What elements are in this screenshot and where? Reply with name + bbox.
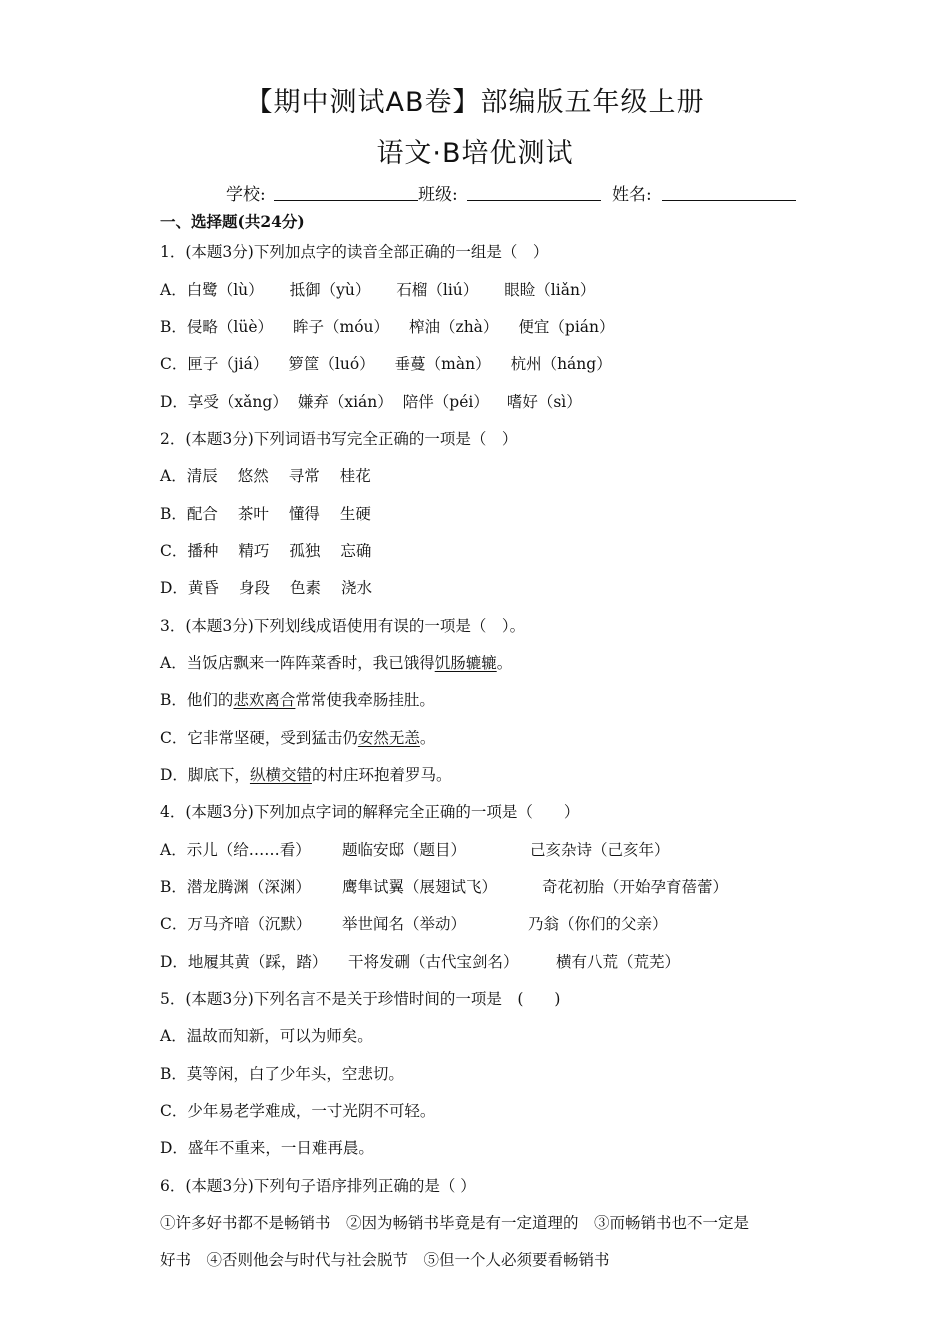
q2-option-c: [160, 540, 371, 562]
q2-d-3: 色素: [289, 579, 321, 597]
q1-b-3: 榨油（zhà）: [409, 318, 499, 336]
q3-stem: 3．(本题3分)下列划线成语使用有误的一项是（ ）。: [160, 617, 526, 635]
q2-option-a: [160, 465, 371, 487]
q1-a-4: 眼睑（liǎn）: [504, 281, 596, 299]
q2-b-3: 懂得: [288, 505, 320, 523]
q1-c-3: 垂蔓（màn）: [394, 355, 491, 373]
q4-option-a: [160, 839, 670, 861]
q3-option-d: [160, 764, 451, 786]
q1-c-2: 箩筐（luó）: [288, 355, 375, 373]
q2-option-d: [160, 577, 372, 599]
q5-option-b: B．莫等闲，白了少年头，空悲切。: [160, 1065, 404, 1083]
q3-option-a: [160, 652, 512, 674]
q4-a-1: A．示儿（给……看）: [160, 841, 311, 859]
q4-d-1: D．地履其黄（踩，踏）: [160, 953, 328, 971]
q1-d-1: D．享受（xǎng）: [160, 393, 288, 411]
q4-option-b: [160, 876, 728, 898]
q1-d-4: 嗜好（sì）: [506, 393, 582, 411]
q3-b-end: 常常使我牵肠挂肚。: [295, 691, 435, 709]
q2-b-1: B．配合: [160, 505, 218, 523]
q3-d-idiom: 纵横交错: [249, 766, 312, 784]
q5-stem: 5．(本题3分)下列名言不是关于珍惜时间的一项是 ( ): [160, 990, 561, 1008]
q6-stem: 6．(本题3分)下列句子语序排列正确的是（ ）: [160, 1177, 476, 1195]
q2-d-2: 身段: [238, 579, 270, 597]
q1-d-2: 嫌弃（xián）: [297, 393, 393, 411]
q2-a-3: 寻常: [288, 467, 320, 485]
q2-c-1: C．播种: [160, 542, 219, 560]
q4-d-3: 横有八荒（荒芜）: [556, 953, 681, 971]
q3-a-end: 。: [496, 654, 513, 672]
q3-b-text: B．他们的: [160, 691, 234, 709]
name-label: 姓名:: [612, 185, 652, 205]
q6-line1: ①许多好书都不是畅销书 ②因为畅销书毕竟是有一定道理的 ③而畅销书也不一定是: [160, 1214, 750, 1232]
q3-option-b: [160, 689, 435, 711]
q3-d-end: 的村庄环抱着罗马。: [311, 766, 452, 784]
q3-b-idiom: 悲欢离合: [233, 691, 296, 709]
q4-b-2: 鹰隼试翼（展翅试飞）: [342, 878, 498, 896]
q1-b-2: 眸子（móu）: [293, 318, 390, 336]
section-heading: 一、选择题(共24分): [160, 212, 305, 231]
q2-a-4: 桂花: [339, 467, 371, 485]
class-blank[interactable]: [467, 183, 601, 201]
q3-c-end: 。: [419, 729, 436, 747]
q3-a-idiom: 饥肠辘辘: [434, 654, 497, 672]
q1-stem: 1．(本题3分)下列加点字的读音全部正确的一组是（ ）: [160, 243, 549, 261]
q5-option-a: A．温故而知新，可以为师矣。: [160, 1027, 373, 1045]
q2-d-1: D．黄昏: [160, 579, 219, 597]
q3-option-c: [160, 727, 435, 749]
q5-option-c: C．少年易老学难成，一寸光阴不可轻。: [160, 1102, 436, 1120]
q1-b-4: 便宜（pián）: [518, 318, 615, 336]
q4-option-d: [160, 951, 680, 973]
q1-a-3: 石榴（liú）: [396, 281, 479, 299]
title-line2: 语文·B培优测试: [376, 138, 574, 169]
q3-c-text: C．它非常坚硬，受到猛击仍: [160, 729, 358, 747]
class-label: 班级:: [418, 185, 458, 205]
q1-option-c: [160, 353, 612, 375]
q2-b-4: 生硬: [339, 505, 371, 523]
q2-d-4: 浇水: [340, 579, 372, 597]
q2-option-b: [160, 503, 371, 525]
q2-a-1: A．清辰: [160, 467, 218, 485]
q4-d-2: 干将发硎（古代宝剑名）: [348, 953, 519, 971]
q1-option-d: [160, 391, 582, 413]
q4-b-1: B．潜龙腾渊（深渊）: [160, 878, 311, 896]
q1-d-3: 陪伴（péi）: [402, 393, 489, 411]
q2-stem: 2．(本题3分)下列词语书写完全正确的一项是（ ）: [160, 430, 518, 448]
q1-b-1: B．侵略（lüè）: [160, 318, 274, 336]
q4-b-3: 奇花初胎（开始孕育蓓蕾）: [542, 878, 729, 896]
q2-c-3: 孤独: [289, 542, 321, 560]
q1-a-2: 抵御（yù）: [289, 281, 371, 299]
q1-c-4: 杭州（háng）: [510, 355, 612, 373]
q3-c-idiom: 安然无恙: [357, 729, 420, 747]
school-label: 学校:: [226, 185, 266, 205]
q2-c-2: 精巧: [238, 542, 270, 560]
q2-a-2: 悠然: [237, 467, 269, 485]
q4-a-3: 己亥杂诗（己亥年）: [530, 841, 670, 859]
q4-option-c: [160, 913, 668, 935]
name-blank[interactable]: [662, 183, 796, 201]
q4-c-2: 举世闻名（举动）: [342, 915, 467, 933]
q1-option-b: [160, 316, 615, 338]
q1-a-1: A．白鹭（lù）: [160, 281, 264, 299]
q4-c-1: C．万马齐喑（沉默）: [160, 915, 312, 933]
title-line1: 【期中测试AB卷】部编版五年级上册: [245, 87, 705, 118]
school-blank[interactable]: [274, 183, 418, 201]
q1-c-1: C．匣子（jiá）: [160, 355, 269, 373]
q6-line2: 好书 ④否则他会与时代与社会脱节 ⑤但一个人必须要看畅销书: [160, 1251, 610, 1269]
q3-a-text: A．当饭店飘来一阵阵菜香时，我已饿得: [160, 654, 435, 672]
q2-b-2: 茶叶: [237, 505, 269, 523]
q3-d-text: D．脚底下，: [160, 766, 250, 784]
q4-stem: 4．(本题3分)下列加点字词的解释完全正确的一项是（ ）: [160, 803, 580, 821]
q4-a-2: 题临安邸（题目）: [342, 841, 467, 859]
q4-c-3: 乃翁（你们的父亲）: [528, 915, 668, 933]
q5-option-d: D．盛年不重来，一日难再晨。: [160, 1139, 374, 1157]
q2-c-4: 忘确: [340, 542, 372, 560]
q1-option-a: [160, 279, 595, 301]
